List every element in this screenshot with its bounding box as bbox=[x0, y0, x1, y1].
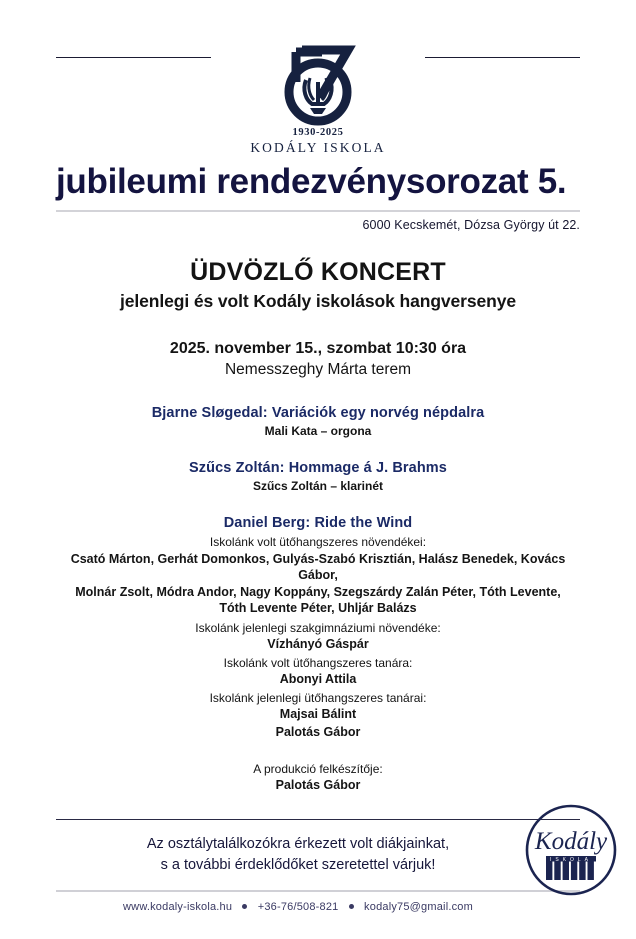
website-link[interactable]: www.kodaly-iskola.hu bbox=[123, 901, 233, 914]
school-crest bbox=[237, 38, 399, 156]
phone-number[interactable]: +36-76/508-821 bbox=[257, 901, 339, 914]
program-item bbox=[56, 515, 580, 740]
program-item bbox=[56, 460, 580, 493]
crest-school-name: KODÁLY ISKOLA bbox=[250, 140, 386, 155]
concert-title: ÜDVÖZLŐ KONCERT bbox=[190, 257, 446, 286]
program-item-performer: Mali Kata – orgona bbox=[264, 423, 372, 438]
contact-line bbox=[56, 901, 580, 913]
current-teacher-name: Majsai Bálint bbox=[279, 707, 357, 722]
preparation-credit bbox=[56, 762, 580, 793]
footer-divider-bottom bbox=[56, 890, 580, 892]
email-address[interactable]: kodaly75@gmail.com bbox=[364, 901, 473, 914]
alumni-name-line: Molnár Zsolt, Módra Andor, Nagy Koppány, Szegszárdy Zalán Péter, Tóth Levente, bbox=[75, 584, 561, 599]
logo-keys-word: ISKOLA bbox=[549, 857, 593, 863]
crest-band bbox=[56, 38, 580, 156]
program-item bbox=[56, 405, 580, 438]
invitation-line-2: s a további érdeklődőket szeretettel várjuk! bbox=[160, 857, 436, 874]
title-divider bbox=[56, 210, 580, 212]
alumni-name-line: Tóth Levente Péter, Uhljár Balázs bbox=[219, 601, 417, 616]
current-teacher-name: Palotás Gábor bbox=[275, 724, 361, 739]
lyre-75-icon bbox=[262, 38, 374, 126]
alumni-name-line: Csató Márton, Gerhát Domonkos, Gulyás-Szabó Krisztián, Halász Benedek, Kovács Gábor, bbox=[70, 551, 566, 583]
alumni-names bbox=[56, 551, 580, 617]
kodaly-circle-logo-icon bbox=[524, 803, 618, 897]
concert-subtitle: jelenlegi és volt Kodály iskolások hangversenye bbox=[119, 290, 517, 311]
alumni-label: Iskolánk volt ütőhangszeres növendékei: bbox=[209, 534, 427, 549]
header-rule-left bbox=[56, 57, 211, 58]
poster bbox=[0, 38, 636, 939]
current-teachers-label: Iskolánk jelenlegi ütőhangszeres tanárai: bbox=[209, 691, 427, 706]
invitation-line-1: Az osztálytalálkozókra érkezett volt diákjainkat, bbox=[146, 836, 450, 852]
former-teacher-name: Abonyi Attila bbox=[279, 672, 357, 686]
program-list bbox=[56, 405, 580, 793]
concert-date: 2025. november 15., szombat 10:30 óra bbox=[169, 339, 467, 357]
concert-hall: Nemesszeghy Márta terem bbox=[224, 360, 412, 378]
program-item-title: Bjarne Sløgedal: Variációk egy norvég népdalra bbox=[151, 404, 485, 421]
crest-years: 1930-2025 bbox=[292, 127, 344, 138]
page-title: jubileumi rendezvénysorozat 5. bbox=[56, 162, 567, 201]
footer-divider-top bbox=[56, 819, 580, 820]
kodaly-school-logo bbox=[524, 803, 618, 897]
current-student-name: Vízhányó Gáspár bbox=[267, 636, 369, 651]
venue-address: 6000 Kecskemét, Dózsa György út 22. bbox=[362, 217, 580, 232]
preparation-label: A produkció felkészítője: bbox=[253, 761, 383, 776]
former-teacher-label: Iskolánk volt ütőhangszeres tanára: bbox=[223, 656, 413, 670]
separator-dot-icon bbox=[242, 904, 247, 909]
program-item-performer: Szűcs Zoltán – klarinét bbox=[252, 478, 384, 493]
preparation-name: Palotás Gábor bbox=[275, 777, 361, 792]
logo-script-text: Kodály bbox=[534, 828, 608, 855]
program-item-title: Daniel Berg: Ride the Wind bbox=[223, 514, 413, 531]
separator-dot-icon bbox=[349, 904, 354, 909]
current-student-label: Iskolánk jelenlegi szakgimnáziumi növendéke: bbox=[195, 620, 441, 635]
program-item-title: Szűcs Zoltán: Hommage á J. Brahms bbox=[189, 459, 447, 476]
header-rule-right bbox=[425, 57, 580, 58]
invitation-text bbox=[56, 834, 580, 876]
